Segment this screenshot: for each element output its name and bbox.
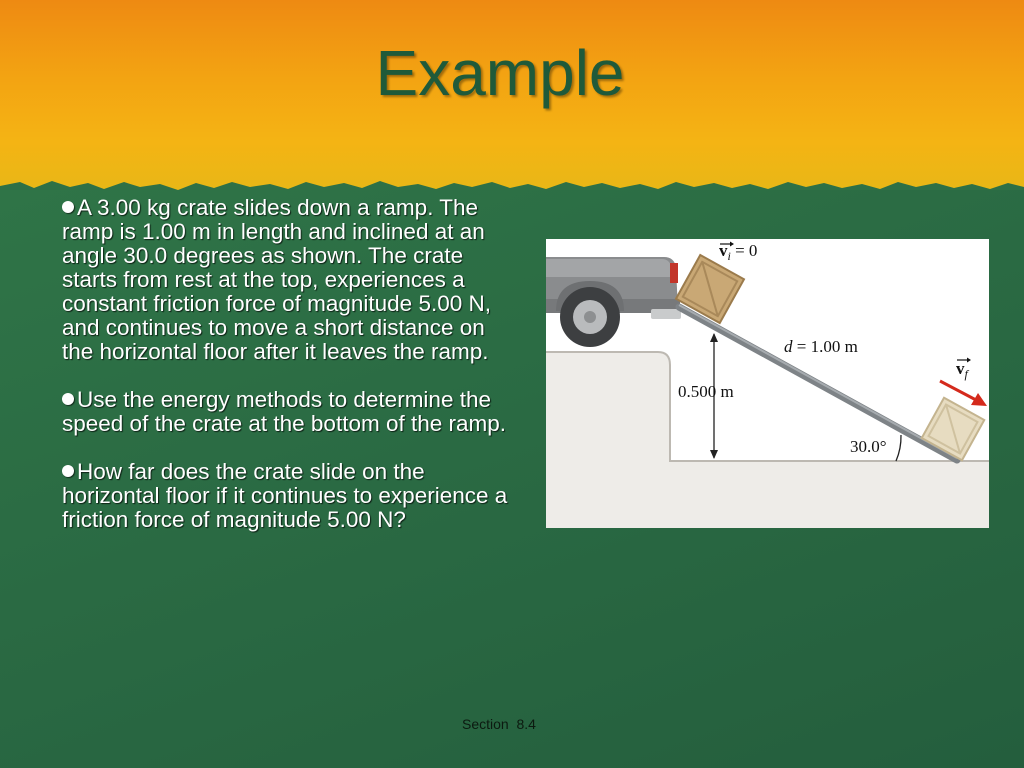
bullet-item [62,388,512,436]
bullet-dot-icon [62,465,74,477]
vi-subscript: i [727,249,731,263]
bullet-dot-icon [62,393,74,405]
truck-icon [546,257,681,347]
bullet-item [62,460,512,532]
angle-label: 30.0° [850,437,887,456]
ramp-length-label [784,337,858,356]
angle-arc [896,435,901,461]
crate-bottom-icon [922,398,985,461]
vf-symbol: v [956,359,965,378]
d-value: = 1.00 m [792,337,858,356]
slide-title: Example [375,37,625,109]
initial-velocity-label [719,241,757,263]
d-symbol: d [784,337,793,356]
ramp-diagram [546,239,989,528]
bullet-text: Use the energy methods to determine the speed of the crate at the bottom of the ramp. [62,387,507,436]
vi-symbol: v [719,241,728,260]
vi-value: = 0 [730,241,758,260]
height-label: 0.500 m [678,382,734,401]
final-velocity-label [956,359,970,381]
section-footer: Section 8.4 [462,716,536,732]
bullet-text: A 3.00 kg crate slides down a ramp. The ramp is 1.00 m in length and inclined at an angle 30.0 degrees as shown. The crate starts from rest at the top, experiences a constant friction force of magnitude 5.00 N, and continues to move a short distance on the horizontal floor after it leaves the ramp. [62,195,491,364]
vf-subscript: f [964,367,968,381]
bullet-text: How far does the crate slide on the horizontal floor if it continues to experience a friction force of magnitude 5.00 N? [62,459,508,532]
bullet-dot-icon [62,201,74,213]
bullet-list [62,196,512,556]
bullet-item [62,196,512,364]
